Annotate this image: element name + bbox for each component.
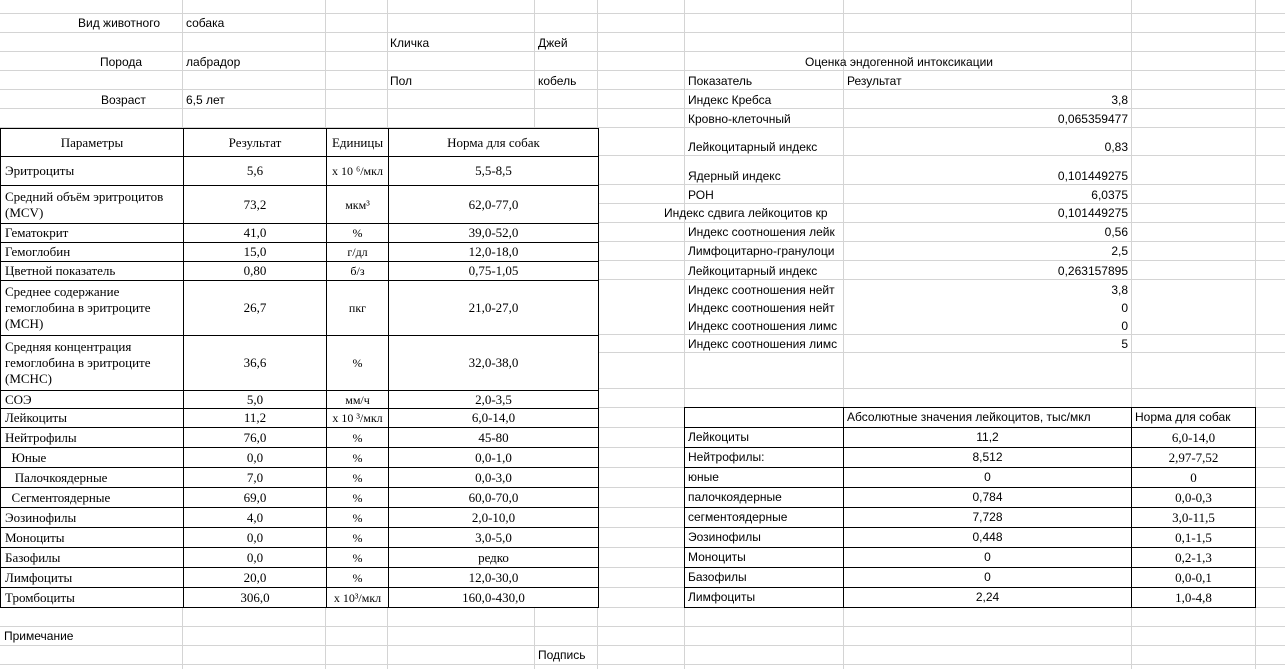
age-label: Возраст xyxy=(101,93,146,107)
param-cell[interactable]: Моноциты xyxy=(1,528,184,548)
result-cell[interactable]: 5,0 xyxy=(184,391,327,409)
abs-norm-cell[interactable]: 0,1-1,5 xyxy=(1132,528,1256,548)
name-value[interactable]: Джей xyxy=(538,36,568,50)
intox-value[interactable]: 2,5 xyxy=(1111,244,1128,258)
abs-value-cell[interactable]: 11,2 xyxy=(844,428,1132,448)
result-cell[interactable]: 41,0 xyxy=(184,224,327,243)
intox-col-result: Результат xyxy=(847,74,902,88)
unit-cell[interactable]: x 10³/мкл xyxy=(327,588,389,608)
table-row xyxy=(685,588,1256,608)
param-cell[interactable]: Юные xyxy=(1,448,184,468)
table-row xyxy=(685,448,1256,468)
norm-cell[interactable]: 12,0-30,0 xyxy=(389,568,599,588)
table-header-row xyxy=(685,408,1256,428)
unit-cell[interactable]: мм/ч xyxy=(327,391,389,409)
norm-cell[interactable]: 62,0-77,0 xyxy=(389,186,599,224)
intox-title: Оценка эндогенной интоксикации xyxy=(805,55,993,69)
abs-norm-cell[interactable]: 0,0-0,3 xyxy=(1132,488,1256,508)
intox-label[interactable]: Индекс соотношения лимс xyxy=(688,319,838,333)
unit-cell[interactable]: % xyxy=(327,468,389,488)
abs-norm-cell[interactable]: 0,2-1,3 xyxy=(1132,548,1256,568)
unit-cell[interactable]: % xyxy=(327,488,389,508)
table-row xyxy=(1,488,599,508)
norm-cell[interactable]: 6,0-14,0 xyxy=(389,409,599,428)
table-row xyxy=(1,528,599,548)
unit-cell[interactable]: % xyxy=(327,448,389,468)
abs-value-cell[interactable]: 2,24 xyxy=(844,588,1132,608)
table-row xyxy=(1,281,599,336)
unit-cell[interactable]: % xyxy=(327,428,389,448)
table-row xyxy=(685,428,1256,448)
result-cell[interactable]: 73,2 xyxy=(184,186,327,224)
param-cell[interactable]: Гематокрит xyxy=(1,224,184,243)
intox-value[interactable]: 0,101449275 xyxy=(1057,206,1128,220)
abs-value-cell[interactable]: 8,512 xyxy=(844,448,1132,468)
norm-cell[interactable]: 160,0-430,0 xyxy=(389,588,599,608)
unit-cell[interactable]: % xyxy=(327,224,389,243)
intox-label[interactable]: РОН xyxy=(688,188,714,202)
table-row xyxy=(685,508,1256,528)
table-row xyxy=(1,508,599,528)
abs-header-norm: Норма для собак xyxy=(1132,408,1256,428)
result-cell[interactable]: 26,7 xyxy=(184,281,327,336)
intox-label[interactable]: Индекс соотношения лимс xyxy=(688,337,838,351)
table-row xyxy=(1,262,599,281)
abs-name-cell[interactable]: Лейкоциты xyxy=(685,428,844,448)
table-row xyxy=(685,468,1256,488)
abs-norm-cell[interactable]: 2,97-7,52 xyxy=(1132,448,1256,468)
sex-label: Пол xyxy=(390,74,413,88)
intox-label[interactable]: Индекс соотношения лейк xyxy=(688,225,835,239)
param-cell[interactable]: Средний объём эритроцитов (MCV) xyxy=(1,186,184,224)
result-cell[interactable]: 0,80 xyxy=(184,262,327,281)
table-row xyxy=(1,336,599,391)
intox-label[interactable]: Индекс Кребса xyxy=(688,93,772,107)
unit-cell[interactable]: г/дл xyxy=(327,243,389,262)
result-cell[interactable]: 0,0 xyxy=(184,448,327,468)
norm-cell[interactable]: 12,0-18,0 xyxy=(389,243,599,262)
abs-value-cell[interactable]: 0,448 xyxy=(844,528,1132,548)
table-row xyxy=(1,448,599,468)
header-norm: Норма для собак xyxy=(389,129,599,157)
breed-value[interactable]: лабрадор xyxy=(186,55,241,69)
norm-cell[interactable]: 32,0-38,0 xyxy=(389,336,599,391)
param-cell[interactable]: Эритроциты xyxy=(1,157,184,186)
unit-cell[interactable]: % xyxy=(327,548,389,568)
abs-norm-cell[interactable]: 3,0-11,5 xyxy=(1132,508,1256,528)
abs-name-cell[interactable]: Нейтрофилы: xyxy=(685,448,844,468)
result-cell[interactable]: 20,0 xyxy=(184,568,327,588)
abs-value-cell[interactable]: 7,728 xyxy=(844,508,1132,528)
unit-cell[interactable]: мкм³ xyxy=(327,186,389,224)
intox-label[interactable]: Лейкоцитарный индекс xyxy=(688,140,818,154)
intox-value[interactable]: 6,0375 xyxy=(1091,188,1128,202)
intox-label[interactable]: Индекс соотношения нейт xyxy=(688,301,835,315)
unit-cell[interactable]: x 10 ³/мкл xyxy=(327,409,389,428)
norm-cell[interactable]: 2,0-10,0 xyxy=(389,508,599,528)
sex-value[interactable]: кобель xyxy=(538,74,577,88)
header-result: Результат xyxy=(184,129,327,157)
signature-label: Подпись xyxy=(538,648,586,662)
norm-cell[interactable]: 0,75-1,05 xyxy=(389,262,599,281)
abs-name-cell[interactable]: Эозинофилы xyxy=(685,528,844,548)
intox-value[interactable]: 3,8 xyxy=(1111,283,1128,297)
param-cell[interactable]: Базофилы xyxy=(1,548,184,568)
abs-value-cell[interactable]: 0 xyxy=(844,568,1132,588)
abs-value-cell[interactable]: 0,784 xyxy=(844,488,1132,508)
unit-cell[interactable]: б/з xyxy=(327,262,389,281)
param-cell[interactable]: Лейкоциты xyxy=(1,409,184,428)
param-cell[interactable]: Лимфоциты xyxy=(1,568,184,588)
abs-name-cell[interactable]: Базофилы xyxy=(685,568,844,588)
param-cell[interactable]: Нейтрофилы xyxy=(1,428,184,448)
abs-value-cell[interactable]: 0 xyxy=(844,548,1132,568)
norm-cell[interactable]: редко xyxy=(389,548,599,568)
absolute-leukocytes-table xyxy=(684,407,1256,608)
norm-cell[interactable]: 5,5-8,5 xyxy=(389,157,599,186)
abs-norm-cell[interactable]: 0 xyxy=(1132,468,1256,488)
header-params: Параметры xyxy=(1,129,184,157)
intox-value[interactable]: 5 xyxy=(1121,337,1128,351)
abs-norm-cell[interactable]: 6,0-14,0 xyxy=(1132,428,1256,448)
norm-cell[interactable]: 3,0-5,0 xyxy=(389,528,599,548)
unit-cell[interactable]: % xyxy=(327,508,389,528)
intox-label[interactable]: Индекс соотношения нейт xyxy=(688,283,835,297)
table-row xyxy=(1,391,599,409)
name-label: Кличка xyxy=(390,36,430,50)
intox-value[interactable]: 0,101449275 xyxy=(1057,169,1128,183)
param-cell[interactable]: СОЭ xyxy=(1,391,184,409)
table-row xyxy=(1,568,599,588)
norm-cell[interactable]: 2,0-3,5 xyxy=(389,391,599,409)
result-cell[interactable]: 306,0 xyxy=(184,588,327,608)
table-header-row xyxy=(1,129,599,157)
abs-norm-cell[interactable]: 0,0-0,1 xyxy=(1132,568,1256,588)
intox-value[interactable]: 0,263157895 xyxy=(1057,264,1128,278)
norm-cell[interactable]: 0,0-3,0 xyxy=(389,468,599,488)
norm-cell[interactable]: 45-80 xyxy=(389,428,599,448)
result-cell[interactable]: 4,0 xyxy=(184,508,327,528)
abs-header-empty xyxy=(685,408,844,428)
intox-label[interactable]: Кровно-клеточный xyxy=(688,112,791,126)
abs-value-cell[interactable]: 0 xyxy=(844,468,1132,488)
species-label: Вид животного xyxy=(78,16,161,30)
param-cell[interactable]: Сегментоядерные xyxy=(1,488,184,508)
unit-cell[interactable]: % xyxy=(327,336,389,391)
result-cell[interactable]: 0,0 xyxy=(184,548,327,568)
intox-value[interactable]: 0,56 xyxy=(1104,225,1128,239)
param-cell[interactable]: Тромбоциты xyxy=(1,588,184,608)
table-row xyxy=(1,224,599,243)
param-cell[interactable]: Цветной показатель xyxy=(1,262,184,281)
result-cell[interactable]: 7,0 xyxy=(184,468,327,488)
age-value[interactable]: 6,5 лет xyxy=(186,93,225,107)
intox-value[interactable]: 0,83 xyxy=(1104,140,1128,154)
param-cell[interactable]: Гемоглобин xyxy=(1,243,184,262)
intox-value[interactable]: 0,065359477 xyxy=(1057,112,1128,126)
abs-name-cell[interactable]: палочкоядерные xyxy=(685,488,844,508)
intox-value[interactable]: 3,8 xyxy=(1111,93,1128,107)
species-value[interactable]: собака xyxy=(186,16,225,30)
table-row xyxy=(685,568,1256,588)
intox-label[interactable]: Ядерный индекс xyxy=(688,169,781,183)
intox-col-indicator: Показатель xyxy=(688,74,753,88)
note-label: Примечание xyxy=(4,629,74,643)
result-cell[interactable]: 11,2 xyxy=(184,409,327,428)
breed-label: Порода xyxy=(100,55,143,69)
abs-name-cell[interactable]: юные xyxy=(685,468,844,488)
result-cell[interactable]: 69,0 xyxy=(184,488,327,508)
table-row xyxy=(685,548,1256,568)
table-row xyxy=(1,428,599,448)
table-row xyxy=(1,186,599,224)
norm-cell[interactable]: 60,0-70,0 xyxy=(389,488,599,508)
unit-cell[interactable]: % xyxy=(327,568,389,588)
intox-value[interactable]: 0 xyxy=(1121,319,1128,333)
unit-cell[interactable]: % xyxy=(327,528,389,548)
table-row xyxy=(1,409,599,428)
param-cell[interactable]: Средняя концентрация гемоглобина в эритроците (MCHC) xyxy=(1,336,184,391)
intox-label[interactable]: Лимфоцитарно-гранулоци xyxy=(688,244,835,258)
unit-cell[interactable]: x 10 ⁶/мкл xyxy=(327,157,389,186)
abs-name-cell[interactable]: Лимфоциты xyxy=(685,588,844,608)
abs-name-cell[interactable]: сегментоядерные xyxy=(685,508,844,528)
abs-norm-cell[interactable]: 1,0-4,8 xyxy=(1132,588,1256,608)
table-row xyxy=(1,157,599,186)
header-units: Единицы xyxy=(327,129,389,157)
param-cell[interactable]: Среднее содержание гемоглобина в эритроците (MCH) xyxy=(1,281,184,336)
blood-parameters-table xyxy=(0,128,599,608)
param-cell[interactable]: Палочкоядерные xyxy=(1,468,184,488)
result-cell[interactable]: 76,0 xyxy=(184,428,327,448)
norm-cell[interactable]: 39,0-52,0 xyxy=(389,224,599,243)
unit-cell[interactable]: пкг xyxy=(327,281,389,336)
result-cell[interactable]: 5,6 xyxy=(184,157,327,186)
intox-value[interactable]: 0 xyxy=(1121,301,1128,315)
norm-cell[interactable]: 21,0-27,0 xyxy=(389,281,599,336)
abs-header-values: Абсолютные значения лейкоцитов, тыс/мкл xyxy=(844,408,1132,428)
table-row xyxy=(685,488,1256,508)
intox-label[interactable]: Лейкоцитарный индекс xyxy=(688,264,818,278)
intox-label[interactable]: Индекс сдвига лейкоцитов кр xyxy=(664,206,828,220)
table-row xyxy=(685,528,1256,548)
table-row xyxy=(1,588,599,608)
abs-name-cell[interactable]: Моноциты xyxy=(685,548,844,568)
norm-cell[interactable]: 0,0-1,0 xyxy=(389,448,599,468)
result-cell[interactable]: 15,0 xyxy=(184,243,327,262)
table-row xyxy=(1,243,599,262)
table-row xyxy=(1,548,599,568)
result-cell[interactable]: 36,6 xyxy=(184,336,327,391)
table-row xyxy=(1,468,599,488)
param-cell[interactable]: Эозинофилы xyxy=(1,508,184,528)
result-cell[interactable]: 0,0 xyxy=(184,528,327,548)
